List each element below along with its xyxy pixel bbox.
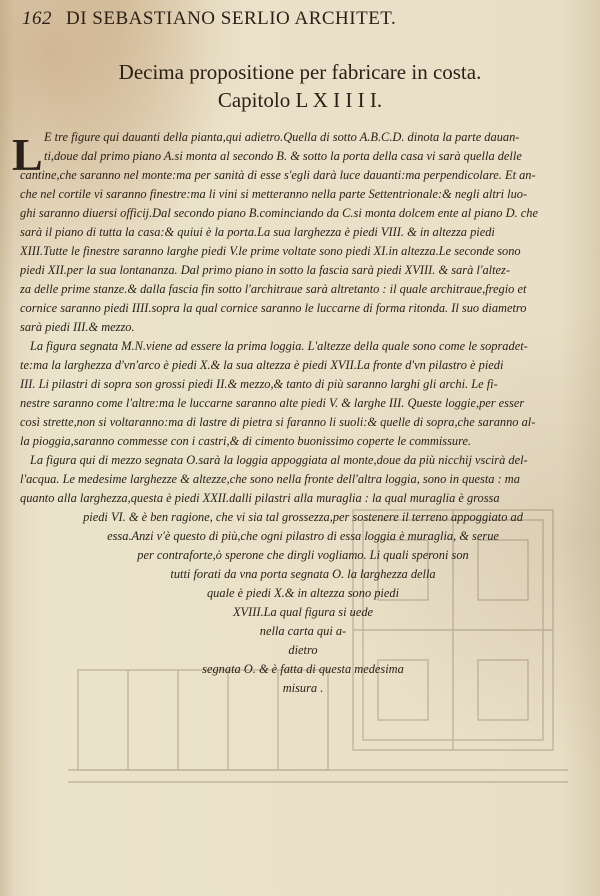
text-line: piedi VI. & è ben ragione, che vi sia tal grossezza,per sostenere il terreno appoggiato ad: [83, 510, 523, 524]
text-line: cantine,che saranno nel monte:ma per sanità di esse s'egli darà luce dauanti:ma perpendicolare. Et an-: [20, 168, 536, 182]
text-line: piedi XII.per la sua lontananza. Dal primo piano in sotto la fascia sarà piedi XVIII. & sarà l'altez-: [20, 263, 510, 277]
chapter-number: Capitolo L X I I I I.: [217, 88, 383, 112]
text-line: E tre figure qui dauanti della pianta,qui adietro.Quella di sotto A.B.C.D. dinota la parte dauan-: [44, 130, 520, 144]
drop-cap: L: [12, 129, 43, 180]
text-line: XIII.Tutte le finestre saranno larghe piedi V.le prime voltate sono piedi XI.in altezza.Le seconde sono: [20, 244, 521, 258]
text-line: te:ma la larghezza d'vn'arco è piedi X.& la sua altezza è piedi XVII.La fronte d'vn pilastro è piedi: [20, 358, 504, 372]
text-line: La figura qui di mezzo segnata O.sarà la loggia appoggiata al monte,doue da più nicchij vscirà del-: [30, 453, 528, 467]
text-line: sarà il piano di tutta la casa:& quiui è la porta.La sua larghezza è piedi VIII. & in altezza piedi: [20, 225, 495, 239]
text-line: misura .: [282, 681, 324, 695]
text-line: za delle prime stanze.& dalla fascia fin sotto l'architraue sarà altretanto : il quale architraue,fregio et: [20, 282, 527, 296]
text-line: essa.Anzi v'è questo di più,che ogni pilastro di essa loggia è muraglia, & serue: [107, 529, 499, 543]
text-line: ti,doue dal primo piano A.si monta al secondo B. & sotto la porta della casa vi sarà quella delle: [44, 149, 522, 163]
text-line: La figura segnata M.N.viene ad essere la prima loggia. L'altezze della quale sono come le sopradet-: [30, 339, 528, 353]
text-line: così strette,non si voltaranno:ma di lastre di pietra si faranno li suoli:& quelle di sopra,che saranno al-: [20, 415, 536, 429]
text-line: nestre saranno come l'altre:ma le luccarne saranno alte piedi V. & larghe III. Queste loggie,per esser: [20, 396, 525, 410]
running-title: DI SEBASTIANO SERLIO ARCHITET.: [66, 8, 397, 29]
text-line: dietro: [288, 643, 318, 657]
text-line: III. Li pilastri di sopra son grossi piedi II.& mezzo,& tanto di più saranno larghi gli archi. Le fi-: [20, 377, 498, 391]
page-number: 162: [22, 8, 52, 29]
text-line: cornice saranno piedi IIII.sopra la qual cornice saranno le luccarne di forma ritonda. Il suo diametro: [20, 301, 527, 315]
chapter-heading: Decima propositione per fabricare in costa.: [118, 60, 482, 84]
body-text: [20, 128, 586, 698]
text-line: quanto alla larghezza,questa è piedi XXII.dalli pilastri alla muraglia : la qual muraglia è grossa: [20, 491, 500, 505]
text-line: l'acqua. Le medesime larghezze & altezze,che sono nella fronte dell'altra loggia, sono in questa : ma: [20, 472, 520, 486]
running-head: [22, 8, 582, 30]
text-line: la pioggia,saranno commesse con i castri,& di cimento buonissimo coperte le commissure.: [20, 434, 472, 448]
text-line: per contraforte,ò sperone che dirgli vogliamo. Li quali speroni son: [137, 548, 469, 562]
text-line: XVIII.La qual figura si uede: [232, 605, 374, 619]
text-line: segnata O. & è fatta di questa medesima: [202, 662, 404, 676]
text-line: tutti forati da vna porta segnata O. la larghezza della: [170, 567, 436, 581]
text-line: sarà piedi III.& mezzo.: [20, 320, 135, 334]
text-line: ghi saranno diuersi officij.Dal secondo piano B.cominciando da C.si monta dolcem ente al piano D. che: [20, 206, 538, 220]
text-line: quale è piedi X.& in altezza sono piedi: [206, 586, 400, 600]
text-line: che nel cortile vi saranno finestre:ma li vini si metteranno nella parte Settentrionale:& negli altri luo-: [20, 187, 528, 201]
text-line: nella carta qui a-: [259, 624, 347, 638]
